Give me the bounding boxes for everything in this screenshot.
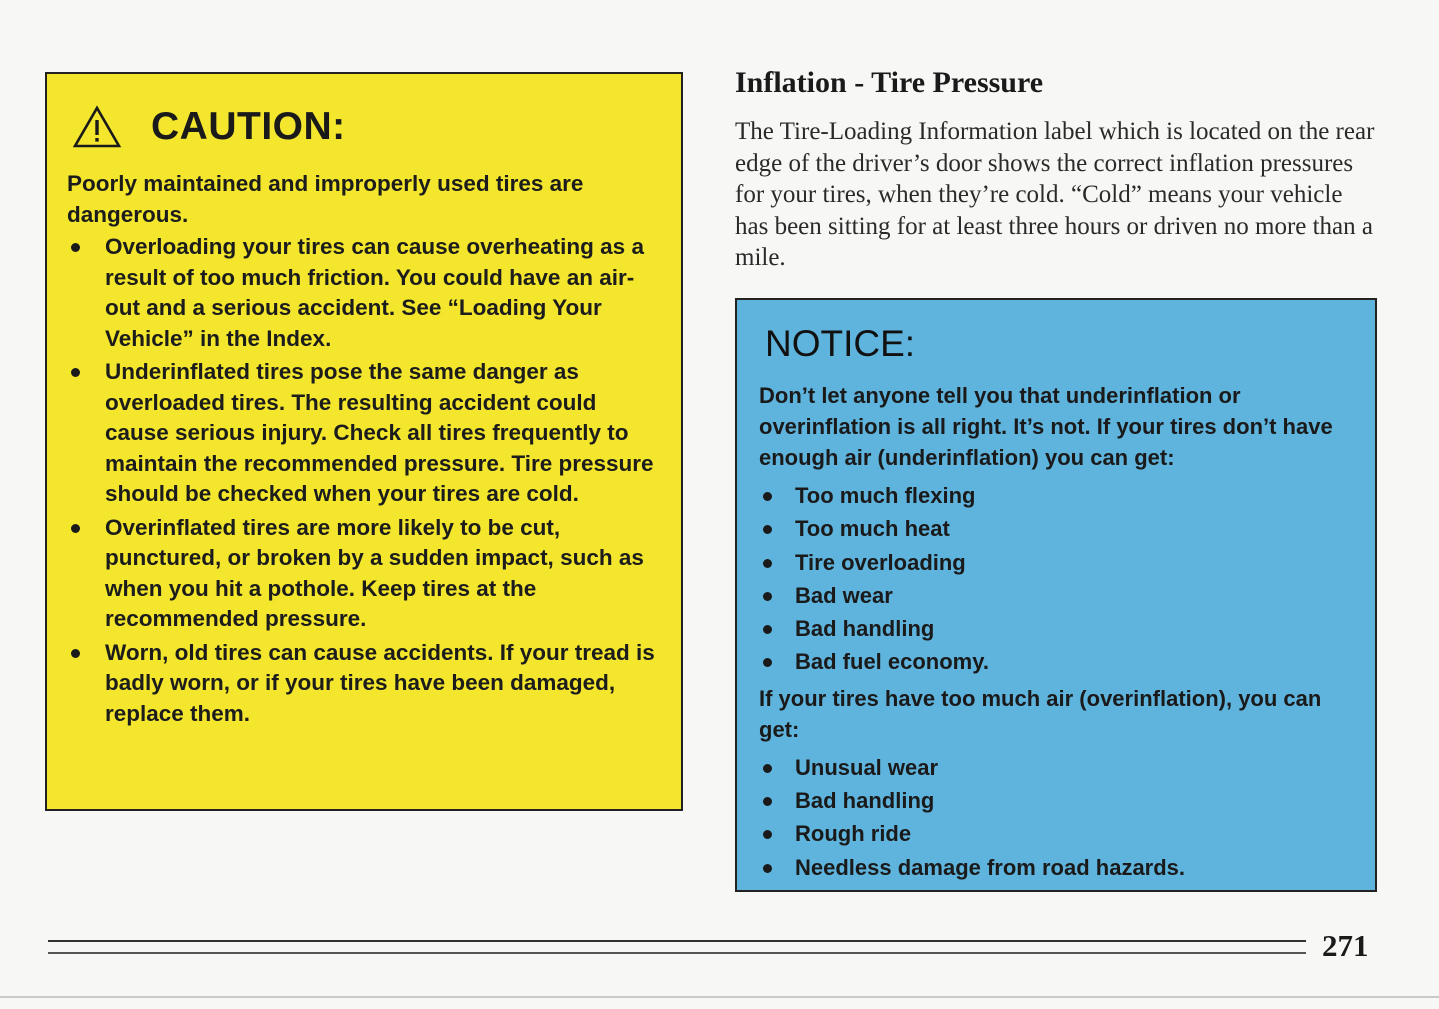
bullet-icon (71, 524, 80, 533)
list-item: Too much heat (759, 512, 1357, 545)
bullet-icon (71, 243, 80, 252)
caution-header (73, 96, 661, 158)
page-edge (0, 996, 1439, 998)
list-item: Rough ride (759, 817, 1357, 850)
notice-over-intro: If your tires have too much air (overinflation), you can get: (759, 685, 1322, 742)
caution-list (67, 232, 661, 729)
bullet-icon (71, 368, 80, 377)
notice-title: NOTICE: (765, 323, 916, 364)
caution-list-item: Worn, old tires can cause accidents. If your tread is badly worn, or if your tires have been damaged, replace them. (67, 638, 661, 730)
bullet-icon (763, 830, 772, 839)
bullet-icon (763, 592, 772, 601)
bullet-icon (763, 559, 772, 568)
list-item: Bad handling (759, 612, 1357, 645)
overinflation-list (759, 751, 1357, 884)
caution-title: CAUTION: (151, 105, 346, 148)
list-item: Tire overloading (759, 546, 1357, 579)
list-item: Unusual wear (759, 751, 1357, 784)
list-item: Bad handling (759, 784, 1357, 817)
section-heading: Inflation - Tire Pressure (735, 66, 1044, 99)
caution-list-item: Overloading your tires can cause overheating as a result of too much friction. You could have an air-out and a serious accident. See “Loading Your Vehicle” in the Index. (67, 232, 661, 354)
bullet-icon (763, 625, 772, 634)
warning-triangle-icon (73, 105, 121, 149)
bullet-icon (763, 864, 772, 873)
list-item: Too much flexing (759, 479, 1357, 512)
bullet-icon (71, 649, 80, 658)
notice-intro: Don’t let anyone tell you that underinflation or overinflation is all right. It’s not. If your tires don’t have enough air (underinflation) you can get: (759, 383, 1333, 470)
section-body: The Tire-Loading Information label which is located on the rear edge of the driver’s door shows the correct inflation pressures for your tires, when they’re cold. “Cold” means your vehicle has been sitting for at least three hours or driven no more than a mile. (735, 118, 1375, 271)
list-item: Bad fuel economy. (759, 645, 1357, 678)
bullet-icon (763, 525, 772, 534)
footer-rule (48, 952, 1306, 954)
bullet-icon (763, 658, 772, 667)
bullet-icon (763, 797, 772, 806)
list-item: Bad wear (759, 579, 1357, 612)
caution-box (45, 72, 683, 811)
notice-box (735, 298, 1377, 892)
bullet-icon (763, 492, 772, 501)
caution-list-item: Underinflated tires pose the same danger as overloaded tires. The resulting accident could cause serious injury. Check all tires frequently to maintain the recommended pressure. Tire pressure should be checked when your tires are cold. (67, 357, 661, 510)
caution-list-item: Overinflated tires are more likely to be cut, punctured, or broken by a sudden impact, such as when you hit a pothole. Keep tires at the recommended pressure. (67, 513, 661, 635)
caution-intro: Poorly maintained and improperly used tires are dangerous. (67, 171, 584, 227)
bullet-icon (763, 764, 772, 773)
page-number: 271 (1322, 928, 1369, 963)
underinflation-list (759, 479, 1357, 679)
list-item: Needless damage from road hazards. (759, 851, 1357, 884)
footer-rule (48, 940, 1306, 942)
